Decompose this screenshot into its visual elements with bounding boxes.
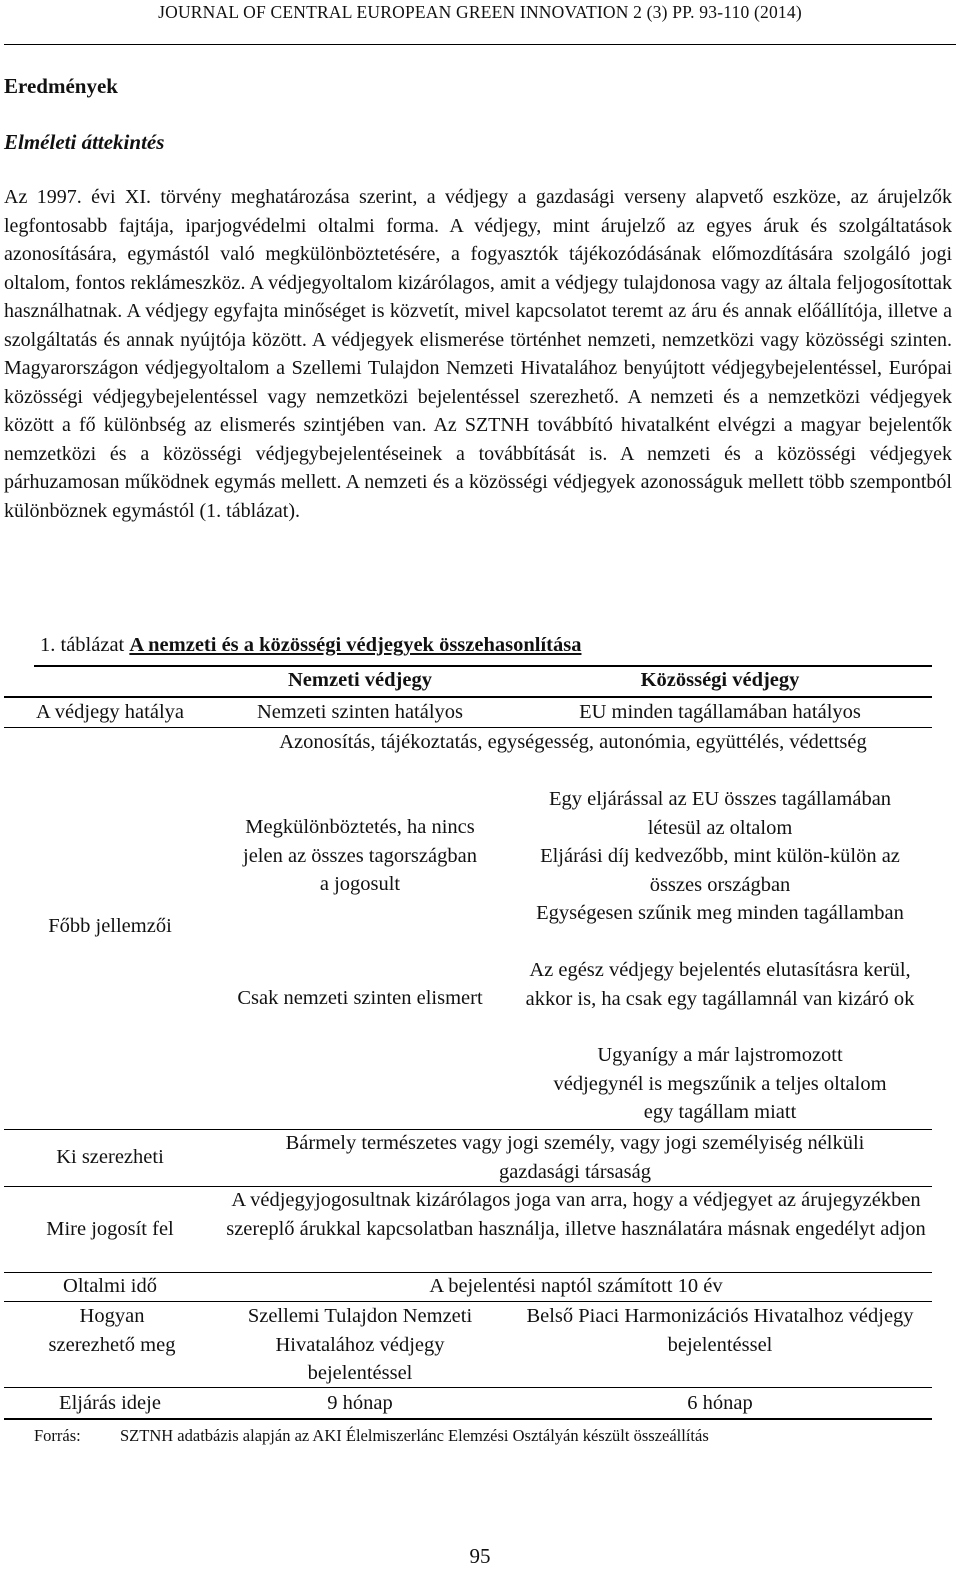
cell-features-national-1: Megkülönböztetés, ha nincs jelen az összes tagországban a jogosult [243, 816, 477, 895]
cell-features-shared: Azonosítás, tájékoztatás, egységesség, autonómia, együttélés, védettség [279, 731, 867, 753]
row-label-who: Ki szerezheti [56, 1146, 164, 1168]
row-label-how: Hogyan szerezhető meg [48, 1305, 176, 1356]
row-label-features: Főbb jellemzői [48, 915, 172, 937]
section-heading-results: Eredmények [4, 74, 118, 98]
cell-how-community: Belső Piaci Harmonizációs Hivatalhoz védjegy bejelentéssel [526, 1305, 914, 1356]
row-label-rights: Mire jogosít fel [46, 1218, 174, 1240]
cell-term: A bejelentési naptól számított 10 év [429, 1275, 723, 1297]
cell-features-community-3: Egységesen szűnik meg minden tagállamban [536, 902, 904, 924]
page-number: 95 [469, 1544, 491, 1568]
col-header-community: Közösségi védjegy [640, 669, 800, 691]
cell-duration-community: 6 hónap [687, 1392, 753, 1414]
table-caption-number: 1. táblázat [40, 634, 125, 656]
cell-features-community-1: Egy eljárással az EU összes tagállamában létesül az oltalom [548, 788, 892, 839]
cell-how-national: Szellemi Tulajdon Nemzeti Hivatalához védjegy bejelentéssel [247, 1305, 473, 1384]
cell-features-community-4: Az egész védjegy bejelentés elutasításra kerül, akkor is, ha csak egy tagállamnál van kizáró ok [525, 959, 915, 1010]
cell-who: Bármely természetes vagy jogi személy, vagy jogi személyiség nélküli gazdasági társaság [285, 1132, 865, 1183]
row-label-scope: A védjegy hatálya [35, 701, 184, 723]
table-caption [40, 634, 581, 657]
cell-scope-community: EU minden tagállamában hatályos [579, 701, 861, 723]
cell-duration-national: 9 hónap [327, 1392, 393, 1414]
row-label-duration: Eljárás ideje [59, 1392, 161, 1414]
cell-scope-national: Nemzeti szinten hatályos [256, 701, 464, 723]
row-label-term: Oltalmi idő [63, 1275, 157, 1297]
cell-features-national-2: Csak nemzeti szinten elismert [237, 987, 483, 1009]
cell-rights: A védjegyjogosultnak kizárólagos joga van arra, hogy a védjegyet az árujegyzékben szereplő árukkal kapcsolatban használja, illetve használatára másnak engedélyt adjon [226, 1189, 926, 1240]
cell-features-community-2: Eljárási díj kedvezőbb, mint külön-külön az összes országban [540, 845, 900, 896]
col-header-national: Nemzeti védjegy [287, 669, 432, 691]
table-caption-title: A nemzeti és a közösségi védjegyek összehasonlítása [129, 634, 582, 656]
source-label: Forrás: [34, 1426, 81, 1445]
running-header: JOURNAL OF CENTRAL EUROPEAN GREEN INNOVATION 2 (3) PP. 93-110 (2014) [158, 2, 802, 22]
header-rule [4, 44, 956, 45]
cell-features-community-5: Ugyanígy a már lajstromozott védjegynél is megszűnik a teljes oltalom egy tagállam miatt [553, 1044, 887, 1123]
body-paragraph: Az 1997. évi XI. törvény meghatározása szerint, a védjegy a gazdasági verseny alapvető eszköze, az árujelzők legfontosabb fajtája, iparjogvédelmi oltalmi forma. A védjegy, mint árujelző az egyes áruk és szolgáltatások azonosítására, egymástól való megkülönböztetésére, a fogyasztók tájékozódásának előmozdítására szolgáló jogi oltalom, fontos reklámeszköz. A védjegyoltalom kizárólagos, amit a védjegy tulajdonosa vagy az általa feljogosítottak használhatnak. A védjegy egyfajta minőséget is közvetít, mivel kapcsolatot teremt az áru és annak előállítója, illetve a szolgáltatás és annak nyújtója között. A védjegyek elismerése történhet nemzeti, nemzetközi vagy közösségi szinten. Magyarországon védjegyoltalom a Szellemi Tulajdon Nemzeti Hivatalához benyújtott védjegybejelentéssel, Európai közösségi védjegybejelentéssel vagy nemzetközi bejelentéssel szerezhető. A nemzeti és a nemzetközi védjegyek között a fő különbség az elismerés szintjében van. Az SZTNH továbbító hivatalként elvégzi a magyar bejelentők nemzetközi és a közösségi védjegybejelentéseinek a továbbítását is. A nemzeti és a közösségi védjegyek párhuzamosan működnek egymás mellett. A nemzeti és a közösségi védjegyek azonosságuk mellett több szempontból különböznek egymástól (1. táblázat). [4, 186, 952, 522]
source-text: SZTNH adatbázis alapján az AKI Élelmiszerlánc Elemzési Osztályán készült összeállítás [120, 1426, 709, 1445]
table-source [34, 1426, 709, 1446]
subsection-heading-theory: Elméleti áttekintés [4, 130, 165, 154]
table-bottom-rule [4, 1418, 932, 1420]
